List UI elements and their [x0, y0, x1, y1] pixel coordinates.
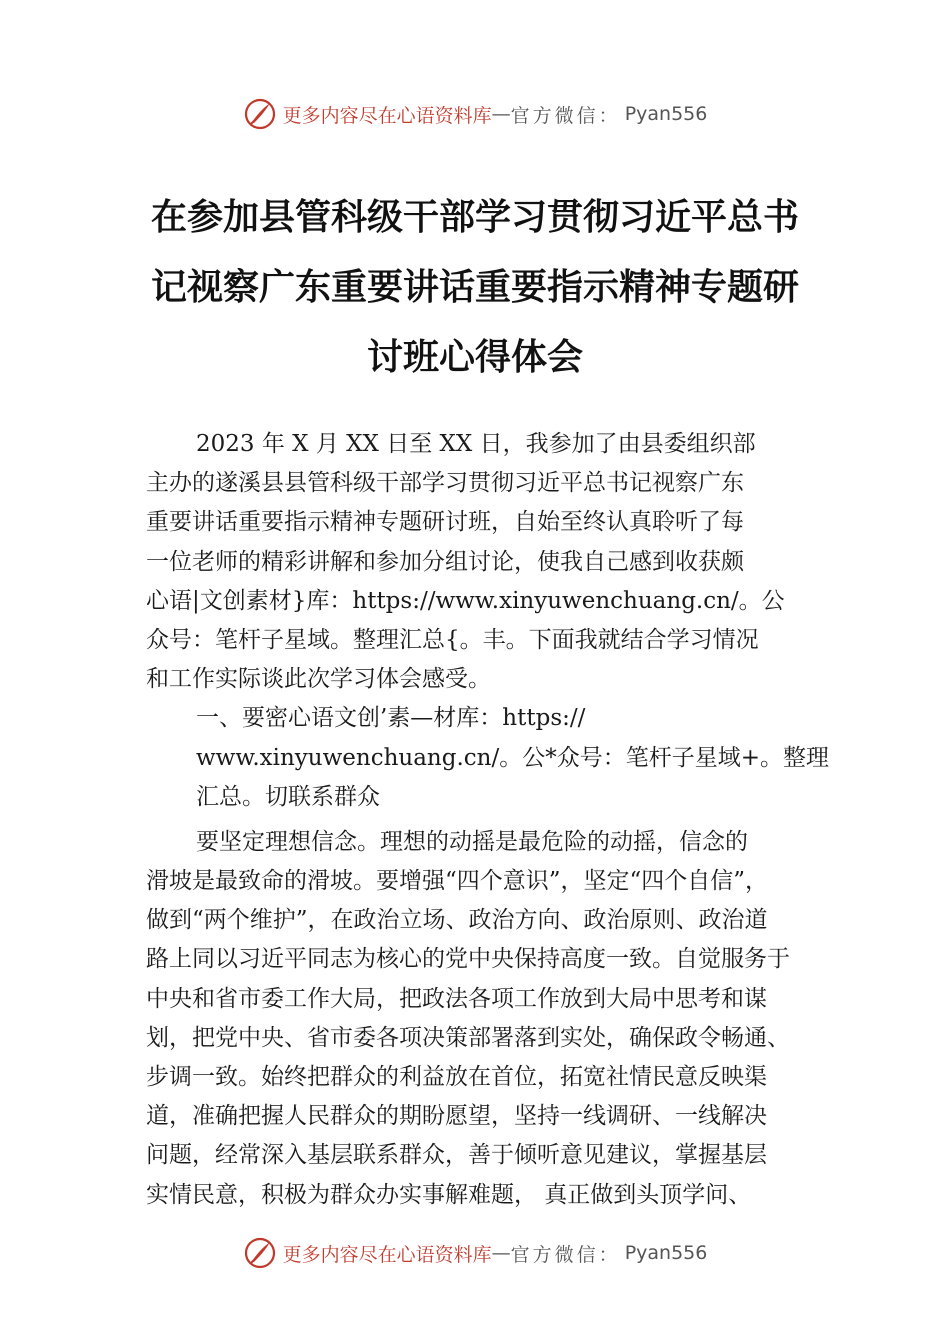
text-line: 路上同以习近平同志为核心的党中央保持高度一致。自觉服务于: [146, 946, 790, 973]
banner-wechat-label: 官方微信：: [510, 1243, 621, 1266]
text-line: 和工作实际谈此次学习体会感受。: [146, 666, 491, 693]
text-line: 主办的遂溪县县管科级干部学习贯彻习近平总书记视察广东: [146, 470, 744, 497]
banner-dash: —: [491, 103, 511, 125]
banner-wechat-label: 官方微信：: [510, 104, 621, 127]
footer-banner: [0, 1233, 950, 1273]
banner-brand-text: 更多内容尽在心语资料库: [282, 104, 492, 127]
text-line: 汇总。切联系群众: [196, 783, 380, 810]
document-body: [146, 425, 829, 1215]
text-line: 滑坡是最致命的滑坡。要增强“四个意识”，坚定“四个自信”，: [146, 868, 769, 895]
text-line: 做到“两个维护”，在政治立场、政治方向、政治原则、政治道: [146, 907, 768, 934]
banner-wechat-id: Pyan556: [624, 103, 708, 125]
quill-seal-logo-icon: [243, 97, 277, 131]
header-banner: [0, 94, 950, 134]
text-line: 一位老师的精彩讲解和参加分组讨论，使我自己感到收获颇: [146, 548, 744, 575]
text-line: 心语|文创素材}库：https://www.xinyuwenchuang.cn/。公: [146, 587, 785, 614]
banner-brand-text: 更多内容尽在心语资料库: [282, 1243, 492, 1266]
title-line: 在参加县管科级干部学习贯彻习近平总书: [150, 196, 799, 238]
text-line: 步调一致。始终把群众的利益放在首位，拓宽社情民意反映渠: [146, 1064, 767, 1090]
text-line: 中央和省市委工作大局，把政法各项工作放到大局中思考和谋: [146, 985, 767, 1012]
title-line: 记视察广东重要讲话重要指示精神专题研: [150, 266, 799, 308]
text-line: 问题，经常深入基层联系群众，善于倾听意见建议，掌握基层: [146, 1142, 767, 1169]
text-line: 一、要密心语文创’素—材库：https://: [196, 705, 586, 732]
banner-dash: —: [491, 1242, 511, 1264]
text-line: 要坚定理想信念。理想的动摇是最危险的动摇，信念的: [196, 828, 748, 855]
quill-seal-logo-icon: [243, 1236, 277, 1270]
banner-wechat-id: Pyan556: [624, 1242, 708, 1264]
paragraph-intro: [146, 425, 826, 699]
text-line: 众号：笔杆子星域。整理汇总{。丰。下面我就结合学习情况: [146, 626, 759, 653]
text-line: www.xinyuwenchuang.cn/。公*众号：笔杆子星域+。整理: [196, 744, 829, 771]
text-line: 重要讲话重要指示精神专题研讨班，自始至终认真聆听了每: [146, 509, 744, 536]
paragraph-main: [146, 823, 826, 1215]
text-line: 划，把党中央、省市委各项决策部署落到实处，确保政令畅通、: [146, 1024, 790, 1051]
section-heading: [146, 699, 829, 817]
text-line: 道，准确把握人民群众的期盼愿望，坚持一线调研、一线解决: [146, 1103, 767, 1130]
text-line: 实情民意，积极为群众办实事解难题， 真正做到头顶学问、: [146, 1181, 752, 1208]
document-title: [0, 182, 950, 392]
text-line: 2023 年 X 月 XX 日至 XX 日，我参加了由县委组织部: [196, 431, 756, 457]
title-line: 讨班心得体会: [366, 336, 583, 378]
